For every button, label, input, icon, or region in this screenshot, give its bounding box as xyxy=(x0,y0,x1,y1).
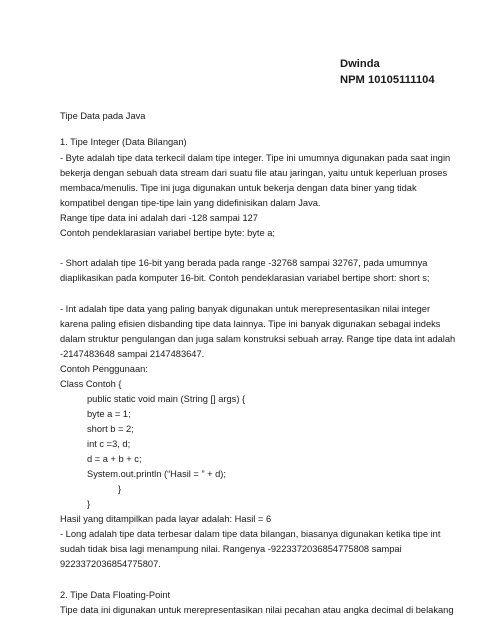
paragraph-line: dalam struktur pengulangan dan juga salam konstruksi sebuah array. Range tipe data int adalah xyxy=(60,334,456,344)
paragraph-line: bekerja dengan sebuah data stream dari suatu file atau jaringan, yaitu untuk keperluan proses xyxy=(60,168,448,178)
paragraph-line: kompatibel dengan tipe-tipe lain yang didefinisikan dalam Java. xyxy=(60,198,321,208)
paragraph-line: karena paling efisien disbanding tipe data lainnya. Tipe ini banyak digunakan sebagai indeks xyxy=(60,319,441,329)
code-line: short b = 2; xyxy=(87,424,134,434)
code-line: Class Contoh { xyxy=(60,379,122,389)
paragraph-line: - Long adalah tipe data terbesar dalam tipe data bilangan, biasanya digunakan ketika tipe int xyxy=(60,529,441,539)
paragraph-line: Contoh pendeklarasian variabel bertipe byte: byte a; xyxy=(60,228,275,238)
paragraph-line: Contoh Penggunaan: xyxy=(60,364,148,374)
paragraph-line: diaplikasikan pada komputer 16-bit. Contoh pendeklarasian variabel bertipe short: short s; xyxy=(60,273,430,283)
code-line: int c =3, d; xyxy=(87,439,131,449)
paragraph-line: - Int adalah tipe data yang paling banyak digunakan untuk merepresentasikan nilai integer xyxy=(60,304,431,314)
author-block xyxy=(340,56,435,88)
paragraph-line: - Short adalah tipe 16-bit yang berada pada range -32768 sampai 32767, pada umumnya xyxy=(60,258,428,268)
code-line: } xyxy=(87,499,91,509)
code-line: public static void main (String [] args) { xyxy=(87,394,246,404)
section-heading-integer: 1. Tipe Integer (Data Bilangan) xyxy=(60,137,187,147)
paragraph-line: - Byte adalah tipe data terkecil dalam tipe integer. Tipe ini umumnya digunakan pada saat ingin xyxy=(60,153,451,163)
paragraph-line: Hasil yang ditampilkan pada layar adalah: Hasil = 6 xyxy=(60,514,272,524)
paragraph-line: 9223372036854775807. xyxy=(60,559,161,569)
code-line: } xyxy=(118,484,122,494)
author-name: Dwinda xyxy=(340,58,380,70)
code-line: System.out.println (“Hasil = ” + d); xyxy=(87,469,226,479)
section-heading-floating-point: 2. Tipe Data Floating-Point xyxy=(60,590,171,600)
code-line: d = a + b + c; xyxy=(87,454,142,464)
author-npm: NPM 10105111104 xyxy=(340,74,435,86)
paragraph-line: sudah tidak bisa lagi menampung nilai. Rangenya -9223372036854775808 sampai xyxy=(60,544,402,554)
paragraph-line: membaca/menulis. Tipe ini juga digunakan untuk bekerja dengan data biner yang tidak xyxy=(60,183,417,193)
paragraph-line: -2147483648 sampai 2147483647. xyxy=(60,349,205,359)
code-line: byte a = 1; xyxy=(87,409,131,419)
paragraph-line: Range tipe data ini adalah dari -128 sampai 127 xyxy=(60,213,258,223)
paragraph-line: Tipe data ini digunakan untuk merepresentasikan nilai pecahan atau angka decimal di belakang xyxy=(60,605,454,615)
doc-title: Tipe Data pada Java xyxy=(60,111,146,121)
